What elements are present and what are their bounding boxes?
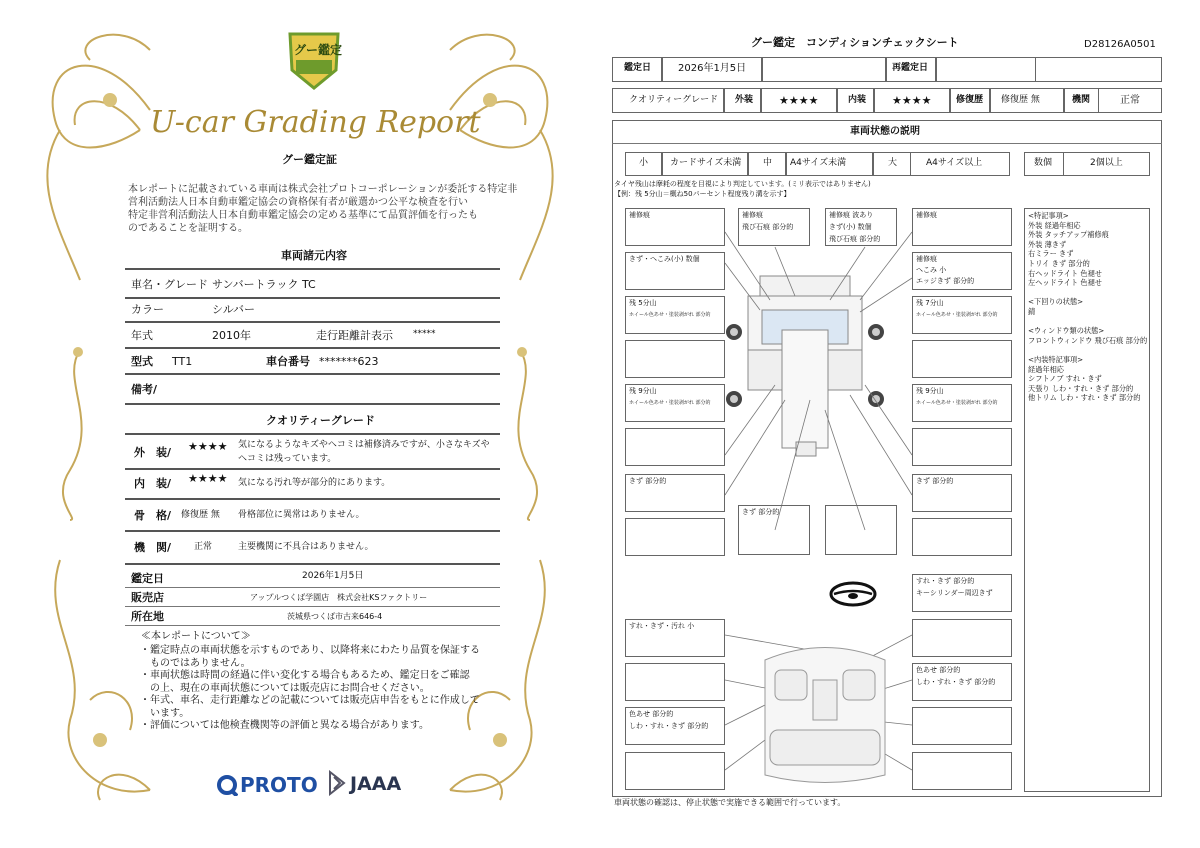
condition-text: 補修痕 (916, 211, 937, 219)
quality-ext-stars: ★★★★ (188, 440, 228, 453)
about-item: ・鑑定時点の車両状態を示すものであり、以降将来にわたり品質を保証する (140, 645, 480, 656)
dealer-label: 販売店 (131, 591, 164, 604)
divider (125, 268, 500, 270)
note-line: <特記事項> (1028, 211, 1069, 220)
spec-chassis-label: 車台番号 (266, 355, 310, 368)
condition-text: ホイール色あせ・塗装剥がれ 部分的 (629, 312, 711, 318)
quality-int-stars: ★★★★ (188, 472, 228, 485)
sheet-title: グー鑑定 コンディションチェックシート (751, 36, 959, 49)
about-item: います。 (140, 707, 190, 719)
condition-text: きず 部分的 (629, 477, 667, 485)
condition-box (912, 619, 1012, 657)
spec-odo-label: 走行距離計表示 (316, 329, 393, 342)
divider (125, 530, 500, 532)
divider (125, 433, 500, 435)
notes-list (1028, 211, 1148, 403)
condition-text: すれ・きず・汚れ 小 (629, 622, 695, 630)
divider (125, 606, 500, 607)
divider (125, 373, 500, 375)
condition-text: しわ・すれ・きず 部分的 (916, 678, 996, 686)
quality-title: クオリティーグレード (266, 414, 375, 427)
note-line: 外装 薄きず (1028, 239, 1067, 249)
tire-note: タイヤ残山は摩耗の程度を目視により判定しています。(ミリ表示ではありません) (614, 180, 871, 188)
date-value: 2026年1月5日 (678, 63, 747, 74)
report-script-title: U-car Grading Report (150, 105, 481, 140)
condition-box (625, 752, 725, 790)
steering-wheel-icon (828, 580, 878, 608)
size-medium-value: A4サイズ未満 (790, 158, 847, 168)
certificate-title: グー鑑定証 (282, 153, 337, 166)
appraisal-date-value: 2026年1月5日 (302, 571, 364, 581)
size-medium-key: 中 (763, 158, 773, 168)
divider (125, 297, 500, 299)
spec-name-label: 車名・グレード (131, 278, 208, 291)
appraisal-date-label: 鑑定日 (131, 572, 164, 585)
spec-model-value: TT1 (172, 355, 193, 368)
condition-box (625, 340, 725, 378)
ext-stars: ★★★★ (779, 94, 819, 107)
badge-text: グー鑑定 (294, 43, 343, 57)
condition-text: 補修痕 (629, 211, 650, 219)
divider (125, 587, 500, 588)
size-small-value: カードサイズ未満 (670, 158, 742, 168)
cert-line: 営利活動法人日本自動車鑑定協会の資格保有者が厳選かつ公平な検査を行い (128, 197, 468, 208)
condition-text: きず(小) 数個 (829, 223, 872, 231)
note-line: <下回りの状態> (1028, 297, 1084, 307)
certificate-body (128, 183, 518, 235)
condition-box (912, 752, 1012, 790)
condition-text: 色あせ 部分的 (629, 710, 674, 718)
condition-box (625, 518, 725, 556)
address-value: 茨城県つくば市古来646-4 (287, 612, 383, 621)
spec-odo-value: ***** (413, 329, 436, 339)
condition-text: しわ・すれ・きず 部分的 (629, 722, 709, 730)
condition-box (912, 518, 1012, 556)
note-line: <内装特記事項> (1028, 354, 1084, 364)
condition-text: きず 部分的 (742, 508, 780, 516)
note-line: トリイ きず 部分的 (1028, 258, 1090, 268)
size-count-key: 数個 (1034, 158, 1053, 168)
dealer-value: アップルつくば学園店 株式会社KSファクトリー (250, 593, 428, 602)
ext-label: 外装 (735, 95, 754, 105)
size-large-value: A4サイズ以上 (926, 158, 983, 168)
condition-text: 飛び石痕 部分的 (742, 223, 794, 231)
condition-box (625, 428, 725, 466)
tire-example: 【例：残 5分山＝概ね50パーセント程度残り溝を示す】 (614, 190, 791, 198)
reeval-label: 再鑑定日 (892, 63, 929, 73)
quality-ext-label: 外 装/ (134, 446, 172, 459)
about-item: ・車両状態は時間の経過に伴い変化する場合もあるため、鑑定日をご確認 (140, 670, 470, 681)
condition-text: 残 9分山 (916, 387, 944, 395)
int-stars: ★★★★ (892, 94, 932, 107)
condition-box (912, 707, 1012, 745)
spec-name-value: サンバートラック TC (212, 278, 316, 291)
condition-text: 残 7分山 (916, 299, 944, 307)
divider (125, 403, 500, 405)
quality-frame-value: 修復歴 無 (181, 510, 220, 520)
divider (125, 468, 500, 470)
condition-text: 飛び石痕 部分的 (829, 235, 881, 243)
doc-id: D28126A0501 (1084, 39, 1156, 50)
spec-model-label: 型式 (131, 355, 153, 368)
about-item: ものではありません。 (140, 657, 251, 669)
condition-text: すれ・きず 部分的 (916, 577, 975, 585)
condition-text: ホイール色あせ・塗装剥がれ 部分的 (916, 312, 998, 318)
engine-label: 機関 (1072, 95, 1091, 105)
spec-chassis-value: *******623 (319, 355, 379, 368)
size-count-value: 2個以上 (1090, 158, 1123, 168)
divider (125, 347, 500, 349)
divider (125, 563, 500, 565)
about-title: ≪本レポートについて≫ (141, 631, 251, 642)
quality-ext-text: 気になるようなキズやヘコミは補修済みですが、小さなキズや (238, 440, 490, 450)
goo-kantei-badge (286, 30, 342, 92)
note-line: 右ミラー きず (1028, 249, 1074, 259)
condition-text: エッジきず 部分的 (916, 277, 975, 285)
about-list (140, 645, 500, 733)
condition-text: キーシリンダー周辺きず (916, 589, 993, 597)
interior-diagram (755, 640, 895, 785)
condition-text: 残 5分山 (629, 299, 657, 307)
condition-box (825, 505, 897, 555)
note-line: 外装 タッチアップ補修痕 (1028, 230, 1109, 240)
note-line: 錆 (1028, 306, 1036, 316)
date-label: 鑑定日 (624, 63, 652, 73)
section-title: 車両状態の説明 (850, 126, 920, 137)
quality-engine-label: 機 関/ (134, 541, 172, 554)
about-item: の上、現在の車両状態については販売店にお問合せください。 (140, 682, 430, 694)
condition-text: 補修痕 (742, 211, 763, 219)
quality-int-label: 内 装/ (134, 477, 172, 490)
note-line: <ウィンドウ類の状態> (1028, 326, 1105, 336)
size-small-key: 小 (639, 158, 649, 168)
proto-logo-text: PROTO (240, 773, 318, 797)
quality-engine-text: 主要機関に不具合はありません。 (238, 542, 374, 552)
note-line: シフトノブ すれ・きず (1028, 374, 1102, 384)
quality-int-text: 気になる汚れ等が部分的にあります。 (238, 478, 391, 488)
address-label: 所在地 (131, 610, 164, 623)
about-item: ・年式、車名、走行距離などの記載については販売店申告をもとに作成して (140, 695, 480, 706)
condition-box (625, 663, 725, 701)
condition-text: 補修痕 波あり (829, 211, 874, 219)
condition-box (912, 340, 1012, 378)
repair-value: 修復歴 無 (1001, 95, 1040, 105)
condition-text: ホイール色あせ・塗装剥がれ 部分的 (916, 400, 998, 406)
engine-value: 正常 (1120, 95, 1140, 106)
quality-grade-label: クオリティーグレード (629, 95, 719, 105)
spec-title: 車両諸元内容 (281, 249, 347, 262)
quality-frame-text: 骨格部位に異常はありません。 (238, 510, 365, 520)
note-line: 右ヘッドライト 色褪せ (1028, 268, 1102, 278)
quality-frame-label: 骨 格/ (134, 509, 172, 522)
cert-line: 特定非営利活動法人日本自動車鑑定協会の定める基準にて品質評価を行ったも (128, 210, 478, 221)
spec-year-label: 年式 (131, 329, 153, 342)
condition-text: きず・へこみ(小) 数個 (629, 255, 700, 263)
note-line (1028, 288, 1148, 298)
condition-text: ホイール色あせ・塗装剥がれ 部分的 (629, 400, 711, 406)
condition-text: 残 9分山 (629, 387, 657, 395)
note-line (1028, 345, 1148, 355)
divider (125, 498, 500, 500)
spec-color-label: カラー (131, 303, 164, 316)
repair-label: 修復歴 (956, 95, 984, 105)
jaaa-logo-text: JAAA (350, 773, 402, 795)
note-line: 天張り しわ・すれ・きず 部分的 (1028, 383, 1134, 393)
condition-text: きず 部分的 (916, 477, 954, 485)
condition-text: 補修痕 (916, 255, 937, 263)
divider (125, 321, 500, 323)
condition-text: へこみ 小 (916, 266, 947, 274)
note-line: 外装 経過年相応 (1028, 220, 1081, 230)
cert-line: のであることを証明する。 (128, 223, 248, 234)
note-line: 経過年相応 (1028, 364, 1064, 374)
quality-ext-text2: ヘコミは残っています。 (238, 454, 337, 464)
about-item: ・評価については他検査機関等の評価と異なる場合があります。 (140, 720, 429, 731)
note-line: 他トリム しわ・すれ・きず 部分的 (1028, 393, 1141, 403)
quality-engine-value: 正常 (194, 542, 213, 552)
note-line: フロントウィンドウ 飛び石痕 部分的 (1028, 335, 1148, 345)
condition-text: 色あせ 部分的 (916, 666, 961, 674)
sheet-footer: 車両状態の確認は、停止状態で実施できる範囲で行っています。 (614, 798, 846, 807)
size-large-key: 大 (888, 158, 898, 168)
note-line (1028, 317, 1148, 327)
note-line: 左ヘッドライト 色褪せ (1028, 278, 1102, 288)
spec-color-value: シルバー (212, 303, 255, 316)
spec-year-value: 2010年 (212, 329, 251, 342)
spec-remarks-label: 備考/ (131, 383, 158, 396)
condition-check-sheet (600, 0, 1200, 848)
condition-box (912, 428, 1012, 466)
int-label: 内装 (848, 95, 867, 105)
divider (125, 625, 500, 626)
cert-line: 本レポートに記載されている車両は株式会社プロトコーポレーションが委託する特定非 (128, 184, 518, 195)
